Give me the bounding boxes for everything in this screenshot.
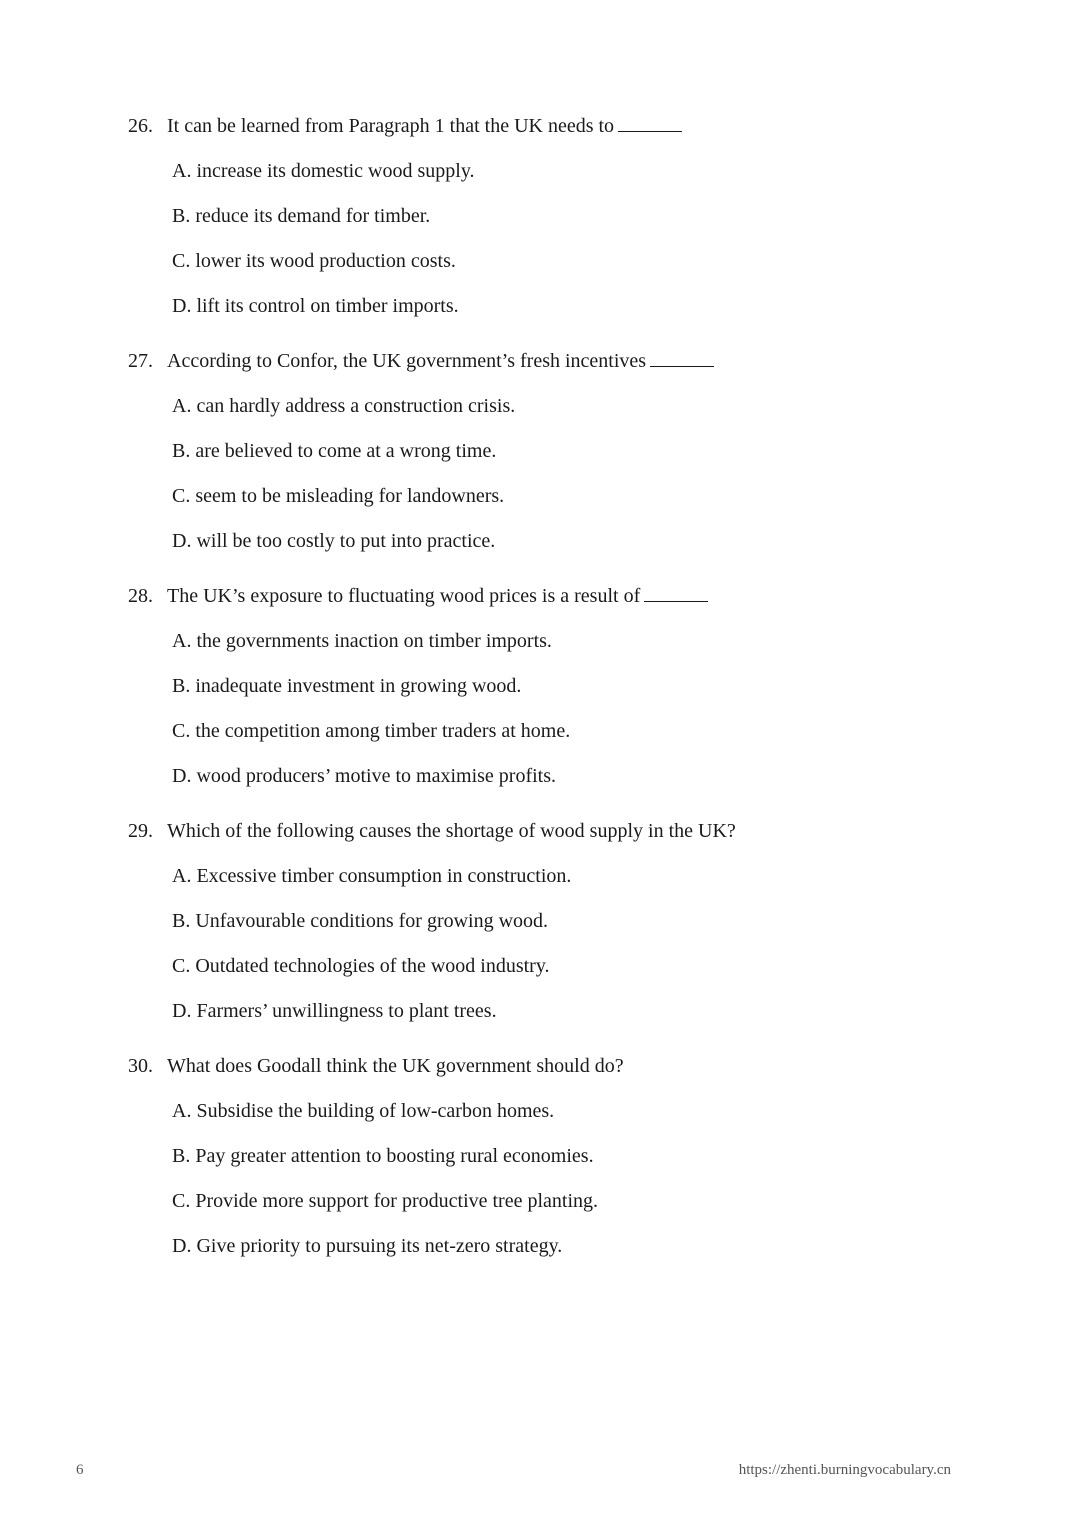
footer-url: https://zhenti.burningvocabulary.cn	[738, 1462, 951, 1478]
answer-option: B. inadequate investment in growing wood.	[172, 675, 522, 697]
answer-option: C. seem to be misleading for landowners.	[172, 485, 505, 507]
question-text: According to Confor, the UK government’s fresh incentives	[167, 350, 647, 372]
answer-option: D. wood producers’ motive to maximise profits.	[172, 765, 557, 787]
answer-option: C. lower its wood production costs.	[172, 250, 456, 272]
question-text: What does Goodall think the UK government should do?	[167, 1055, 624, 1077]
answer-blank	[650, 348, 714, 367]
answer-option: B. Unfavourable conditions for growing wood.	[172, 910, 549, 932]
answer-option: B. are believed to come at a wrong time.	[172, 440, 497, 462]
answer-option: A. can hardly address a construction crisis.	[172, 395, 516, 417]
answer-option: D. will be too costly to put into practice.	[172, 530, 496, 552]
question-number: 28.	[128, 585, 153, 607]
answer-option: A. increase its domestic wood supply.	[172, 160, 475, 182]
answer-blank	[618, 113, 682, 132]
answer-option: C. the competition among timber traders at home.	[172, 720, 571, 742]
page-number: 6	[76, 1462, 84, 1478]
question-stem	[128, 816, 736, 846]
question-stem	[128, 581, 708, 611]
answer-option: C. Provide more support for productive tree planting.	[172, 1190, 599, 1212]
question-number: 27.	[128, 350, 153, 372]
answer-option: C. Outdated technologies of the wood industry.	[172, 955, 550, 977]
question-stem	[128, 346, 714, 376]
answer-option: D. Farmers’ unwillingness to plant trees.	[172, 1000, 497, 1022]
answer-option: A. the governments inaction on timber imports.	[172, 630, 552, 652]
question-number: 30.	[128, 1055, 153, 1077]
answer-option: A. Subsidise the building of low-carbon homes.	[172, 1100, 555, 1122]
answer-option: A. Excessive timber consumption in construction.	[172, 865, 572, 887]
answer-option: B. Pay greater attention to boosting rural economies.	[172, 1145, 594, 1167]
answer-option: D. lift its control on timber imports.	[172, 295, 459, 317]
question-stem	[128, 1051, 624, 1081]
answer-option: B. reduce its demand for timber.	[172, 205, 431, 227]
question-text: The UK’s exposure to fluctuating wood prices is a result of	[167, 585, 641, 607]
answer-blank	[644, 583, 708, 602]
answer-option: D. Give priority to pursuing its net-zero strategy.	[172, 1235, 563, 1257]
question-text: Which of the following causes the shortage of wood supply in the UK?	[167, 820, 736, 842]
question-text: It can be learned from Paragraph 1 that the UK needs to	[167, 115, 615, 137]
question-number: 26.	[128, 115, 153, 137]
question-stem	[128, 111, 682, 141]
question-number: 29.	[128, 820, 153, 842]
